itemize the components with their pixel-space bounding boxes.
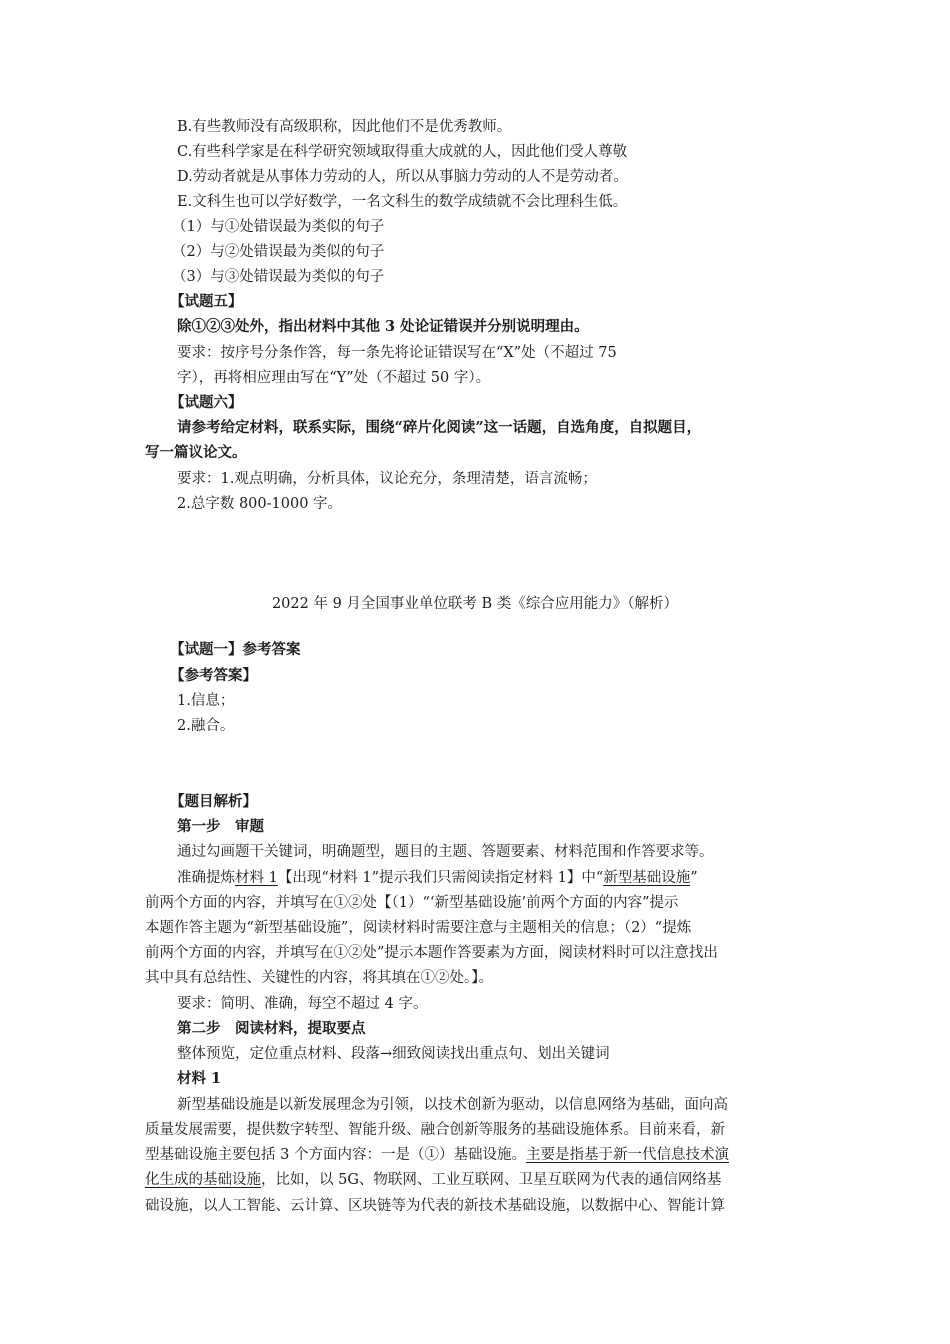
section-1-answer-heading: 【试题一】参考答案: [170, 641, 301, 658]
section-6-prompt-line-1: 请参考给定材料，联系实际，围绕“碎片化阅读”这一话题，自选角度，自拟题目，: [177, 419, 702, 436]
material-line-1: 新型基础设施是以新发展理念为引领，以技术创新为驱动，以信息网络为基础，面向高: [177, 1097, 728, 1113]
option-c: C.有些科学家是在科学研究领域取得重大成就的人，因此他们受人尊敬: [177, 144, 628, 160]
answer-1: 1.信息；: [177, 693, 235, 709]
requirement-text: 要求：简明、准确，每空不超过 4 字。: [177, 996, 428, 1012]
section-5-requirement-line-1: 要求：按序号分条作答，每一条先将论证错误写在“X”处（不超过 75: [177, 345, 617, 361]
analysis-paragraph-line-4: 前两个方面的内容，并填写在①②处”提示本题作答要素为方面，阅读材料时可以注意找出: [145, 945, 718, 961]
analysis-title: 2022 年 9 月全国事业单位联考 B 类《综合应用能力》（解析）: [271, 596, 679, 612]
section-5-heading: 【试题五】: [170, 293, 243, 310]
question-1: （1）与①处错误最为类似的句子: [172, 219, 385, 235]
reference-answer-heading: 【参考答案】: [170, 667, 257, 684]
text-span: 型基础设施主要包括 3 个方面内容：一是（①）基础设施。: [145, 1147, 526, 1163]
analysis-paragraph-line-5: 其中具有总结性、关键性的内容，将其填在①②处。】。: [145, 970, 493, 986]
step-2-text: 整体预览，定位重点材料、段落→细致阅读找出重点句、划出关键词: [177, 1046, 610, 1062]
option-e: E.文科生也可以学好数学，一名文科生的数学成绩就不会比理科生低。: [177, 194, 628, 210]
question-2: （2）与②处错误最为类似的句子: [172, 244, 385, 260]
underlined-key-sentence: 化生成的基础设施: [145, 1172, 261, 1188]
analysis-heading: 【题目解析】: [170, 793, 257, 810]
material-1-heading: 材料 1: [177, 1070, 222, 1087]
step-1-heading: 第一步 审题: [177, 818, 264, 835]
step-2-heading: 第二步 阅读材料，提取要点: [177, 1020, 366, 1037]
underlined-material-ref: 材料 1: [235, 870, 278, 886]
material-line-5: 础设施，以人工智能、云计算、区块链等为代表的新技术基础设施，以数据中心、智能计算: [145, 1198, 725, 1214]
section-6-requirement-1: 要求：1.观点明确，分析具体，议论充分，条理清楚，语言流畅；: [177, 471, 597, 487]
section-6-requirement-2: 2.总字数 800-1000 字。: [177, 496, 343, 512]
analysis-paragraph-line-2: 前两个方面的内容，并填写在①②处【（1）“‘新型基础设施’前两个方面的内容”提示: [145, 895, 679, 911]
material-line-4: [145, 1170, 721, 1190]
section-5-requirement-line-2: 字），再将相应理由写在“Y”处（不超过 50 字）。: [177, 370, 491, 386]
section-5-prompt: 除①②③处外，指出材料中其他 3 处论证错误并分别说明理由。: [177, 318, 589, 335]
answer-2: 2.融合。: [177, 718, 235, 734]
step-1-text: 通过勾画题干关键词，明确题型，题目的主题、答题要素、材料范围和作答要求等。: [177, 844, 714, 860]
section-6-heading: 【试题六】: [170, 394, 243, 411]
option-b: B.有些教师没有高级职称，因此他们不是优秀教师。: [177, 119, 512, 135]
analysis-paragraph-line-3: 本题作答主题为“新型基础设施”，阅读材料时需要注意与主题相关的信息；（2）“提炼: [145, 920, 692, 936]
analysis-paragraph-line-1: [177, 868, 698, 888]
text-span: 准确提炼: [177, 870, 235, 886]
underlined-keyword: 新型基础设施: [603, 870, 691, 886]
material-line-3: [145, 1145, 729, 1165]
underlined-key-sentence: 主要是指基于新一代信息技术演: [525, 1147, 729, 1163]
text-span: 【出现“材料 1”提示我们只需阅读指定材料 1】中“: [277, 870, 604, 886]
option-d: D.劳动者就是从事体力劳动的人，所以从事脑力劳动的人不是劳动者。: [177, 169, 628, 185]
text-span: ，比如，以 5G、物联网、工业互联网、卫星互联网为代表的通信网络基: [261, 1172, 722, 1188]
section-6-prompt-line-2: 写一篇议论文。: [145, 444, 247, 461]
text-span: ”: [690, 870, 698, 886]
material-line-2: 质量发展需要，提供数字转型、智能升级、融合创新等服务的基础设施体系。目前来看，新: [145, 1122, 725, 1138]
question-3: （3）与③处错误最为类似的句子: [172, 269, 385, 285]
